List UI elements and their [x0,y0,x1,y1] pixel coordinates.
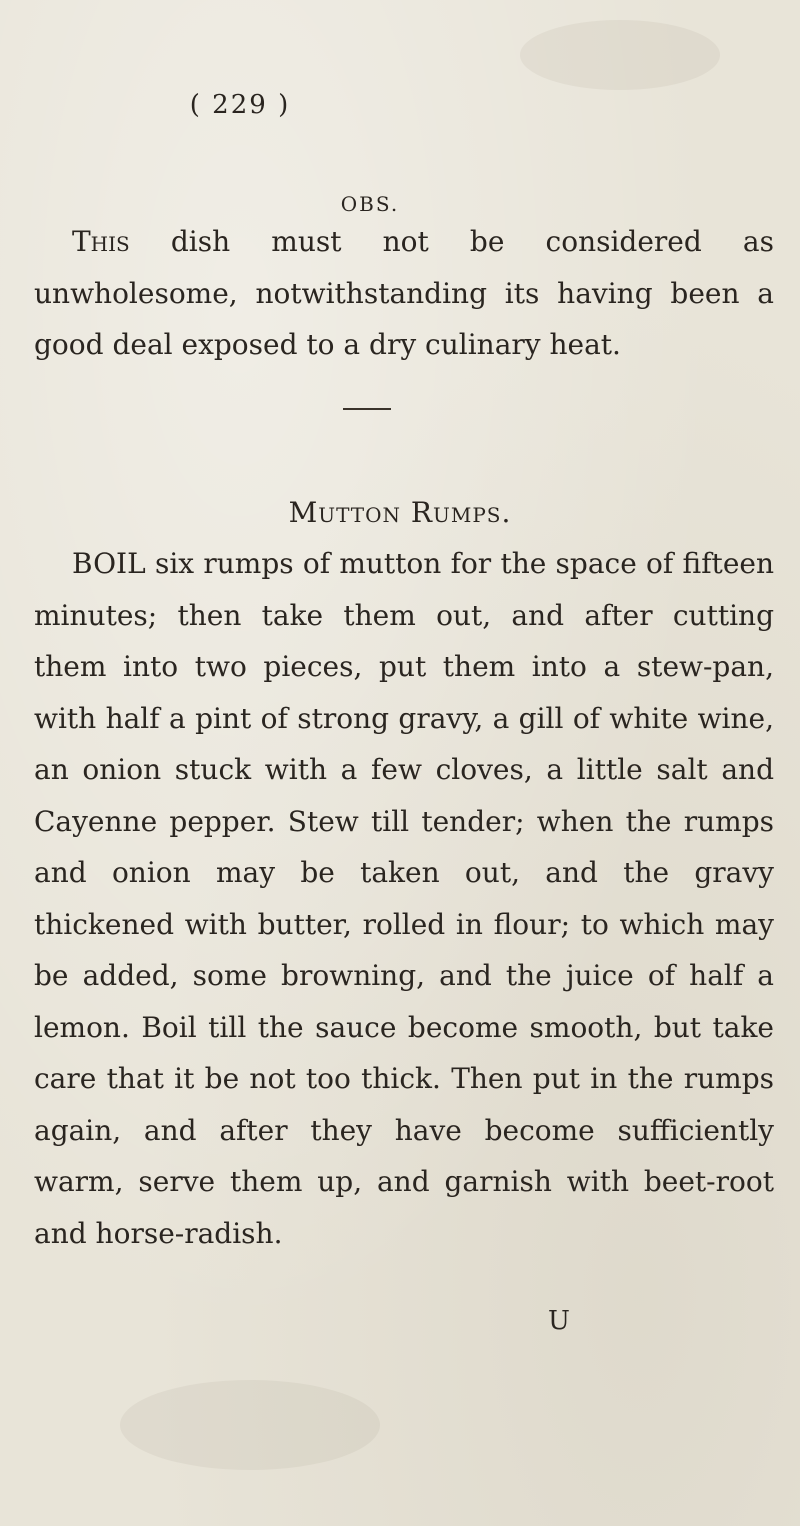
signature-mark: U [548,1306,570,1336]
intro-text: dish must not be considered as unwholesome, notwithstanding its having been a good deal exposed to a dry culinary heat. [34,225,774,361]
page-number: ( 229 ) [189,90,291,120]
recipe-text: six rumps of mutton for the space of fifteen minutes; then take them out, and after cutting them into two pieces, put them into a stew-pan, with half a pint of strong gravy, a gill of white wine, an onion stuck with a few cloves, a little salt and Cayenne pepper. Stew till tender; when the rumps and onion may be taken out, and the gravy thickened with butter, rolled in flour; to which may be added, some browning, and the juice of half a lemon. Boil till the sauce become smooth, but take care that it be not too thick. Then put in the rumps again, and after they have become sufficiently warm, serve them up, and garnish with beet-root and horse-radish. [34,547,774,1250]
recipe-paragraph [34,538,774,1259]
obs-heading: OBS. [340,192,400,216]
section-divider [343,408,391,410]
intro-first-word: This [72,225,130,258]
recipe-title: Mutton Rumps. [288,496,512,529]
recipe-first-word: BOIL [72,547,146,580]
paper-stain [520,20,720,90]
intro-paragraph [34,216,774,371]
paper-stain [120,1380,380,1470]
